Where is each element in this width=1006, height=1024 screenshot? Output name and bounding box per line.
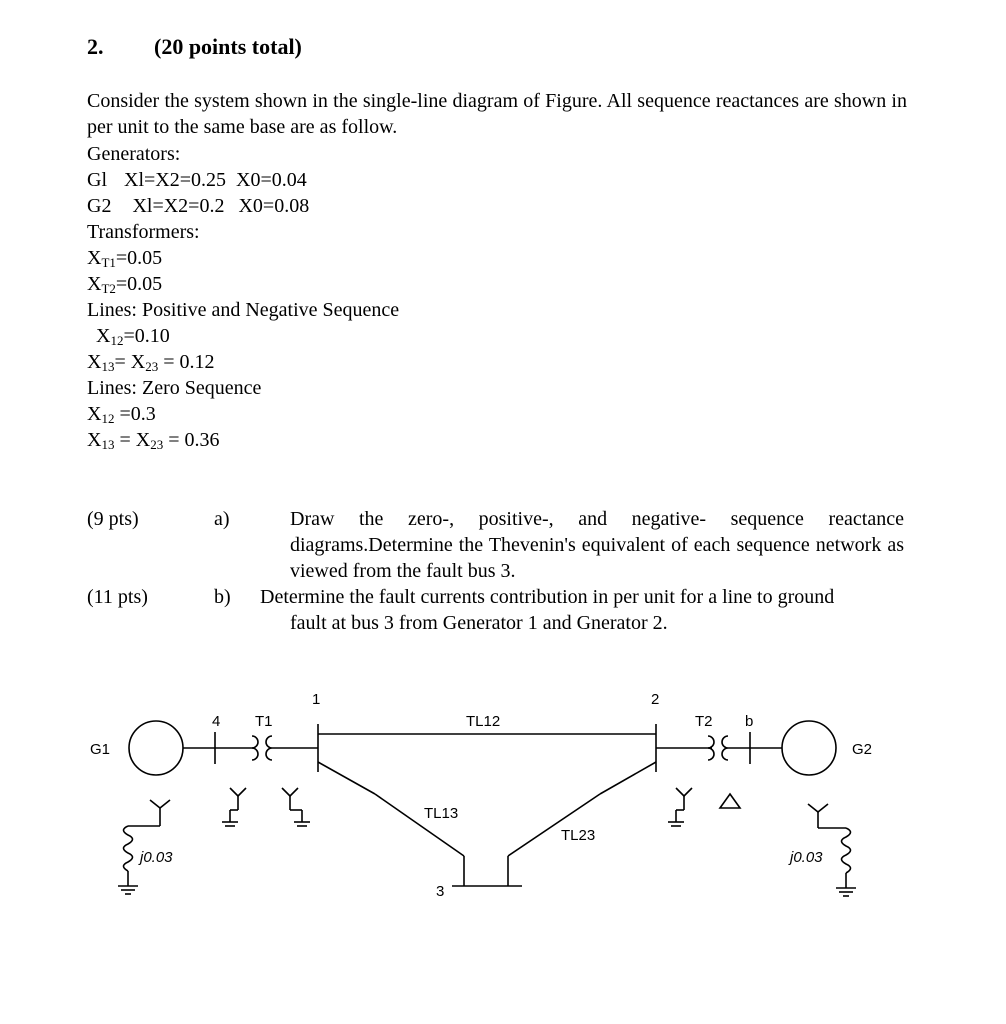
g2-x0: X0=0.08 (238, 195, 310, 217)
label-tl13: TL13 (424, 805, 459, 822)
g1-name: Gl (87, 169, 107, 191)
t2-primary-wye-ground (668, 788, 692, 826)
xt1-symbol: X (87, 247, 102, 269)
pos-x12-symbol: X (96, 325, 111, 347)
label-bus2: 2 (651, 691, 660, 708)
xt1-subscript: T1 (101, 255, 116, 270)
lines-pos-heading: Lines: Positive and Negative Sequence (87, 299, 400, 321)
g2-row (87, 193, 309, 219)
pos-x13-subscript: 13 (101, 359, 115, 374)
zero-x13-row (87, 427, 219, 453)
t1-primary-coil (252, 736, 258, 760)
line-tl13-seg2 (375, 794, 464, 856)
zero-x13-symbol: X (87, 429, 102, 451)
pos-x12-subscript: 12 (110, 333, 124, 348)
question-a-text: Draw the zero-, positive-, and negative- sequence reactance diagrams.Determine the Thevenin's equivalent of each sequence network as viewed from the fault bus 3. (290, 508, 904, 582)
zero-x12-symbol: X (87, 403, 102, 425)
transformers-heading: Transformers: (87, 221, 200, 243)
label-z2: j0.03 (790, 849, 823, 866)
label-g2: G2 (852, 741, 873, 758)
question-b-label: b) (214, 586, 231, 608)
g1-row (87, 167, 307, 193)
t1-secondary-wye-ground (282, 788, 310, 826)
question-a-points: (9 pts) (87, 508, 139, 530)
xt2-value: =0.05 (115, 273, 163, 295)
question-b-text-line2: fault at bus 3 from Generator 1 and Gnerator 2. (290, 612, 668, 634)
t2-secondary-coil (722, 736, 728, 760)
line-tl13-seg1 (318, 762, 375, 794)
label-tl23: TL23 (561, 827, 596, 844)
pos-x13-symbol: X (87, 351, 102, 373)
g2-x12: Xl=X2=0.2 (132, 195, 225, 217)
t1-secondary-coil (266, 736, 272, 760)
t1-primary-wye-ground (222, 788, 246, 826)
zero-x12-subscript: 12 (101, 411, 115, 426)
zero-x12-row (87, 401, 156, 427)
pos-x12-row (96, 323, 170, 349)
zero-x23-subscript: 23 (150, 437, 164, 452)
pos-x13-value: = 0.12 (158, 351, 215, 373)
pos-x13-row (87, 349, 214, 375)
label-t2: T2 (695, 713, 713, 730)
zero-x13-subscript: 13 (101, 437, 115, 452)
generator-g2-symbol (782, 721, 836, 775)
label-busb: b (745, 713, 754, 730)
question-a-label: a) (214, 508, 230, 530)
label-bus4: 4 (212, 713, 221, 730)
g1-x12: Xl=X2=0.25 (124, 169, 227, 191)
g2-name: G2 (87, 195, 112, 217)
single-line-diagram (0, 660, 1006, 940)
lines-zero-heading: Lines: Zero Sequence (87, 377, 262, 399)
label-z1: j0.03 (140, 849, 173, 866)
zero-x13-value: = 0.36 (163, 429, 220, 451)
pos-x13-eq: = X (114, 351, 146, 373)
question-number: 2. (87, 34, 104, 59)
xt1-row (87, 245, 162, 271)
question-title: (20 points total) (154, 34, 302, 59)
zero-x12-value: =0.3 (114, 403, 156, 425)
label-tl12: TL12 (466, 713, 501, 730)
pos-x12-value: =0.10 (123, 325, 170, 347)
label-bus3: 3 (436, 883, 445, 900)
g1-x0: X0=0.04 (236, 169, 307, 191)
g1-wye-ground (118, 800, 170, 894)
generators-heading: Generators: (87, 143, 181, 165)
xt2-symbol: X (87, 273, 102, 295)
xt1-value: =0.05 (115, 247, 163, 269)
label-bus1: 1 (312, 691, 321, 708)
zero-x13-eq: = X (114, 429, 151, 451)
xt2-row (87, 271, 162, 297)
question-b-points: (11 pts) (87, 586, 148, 608)
question-b-text-line1: Determine the fault currents contribution in per unit for a line to ground (260, 586, 835, 608)
xt2-subscript: T2 (101, 281, 116, 296)
line-tl23-seg1 (600, 762, 656, 794)
label-g1: G1 (90, 741, 111, 758)
t2-primary-coil (708, 736, 714, 760)
generator-g1-symbol (129, 721, 183, 775)
line-tl23-seg2 (508, 794, 600, 856)
t2-delta-symbol (720, 794, 740, 808)
intro-paragraph: Consider the system shown in the single-line diagram of Figure. All sequence reactances are shown in per unit to the same base are as follow. (87, 90, 907, 138)
pos-x23-subscript: 23 (145, 359, 159, 374)
label-t1: T1 (255, 713, 273, 730)
